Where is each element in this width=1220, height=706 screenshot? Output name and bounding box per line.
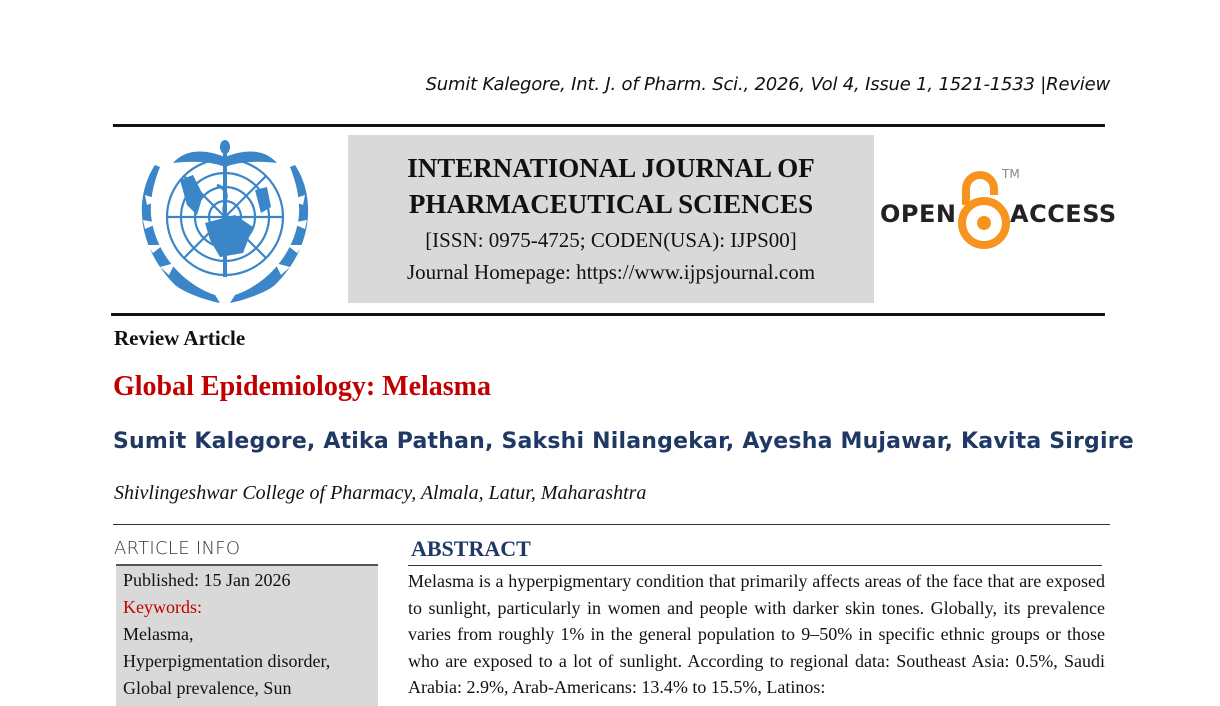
journal-name-line2: PHARMACEUTICAL SCIENCES [408,189,814,219]
open-access-logo [880,165,1117,255]
journal-emblem-icon [125,135,325,307]
article-type: Review Article [114,326,246,350]
keyword-item: Melasma, [123,624,194,644]
abstract-heading: ABSTRACT [411,536,531,561]
article-authors: Sumit Kalegore, Atika Pathan, Sakshi Nilangekar, Ayesha Mujawar, Kavita Sirgire [113,429,1134,454]
keyword-item: Hyperpigmentation disorder, [123,651,331,671]
open-access-open-text: OPEN [880,200,957,228]
running-header: Sumit Kalegore, Int. J. of Pharm. Sci., 2026, Vol 4, Issue 1, 1521-1533 |Review [425,74,1110,95]
trademark-mark: TM [1002,167,1020,181]
abstract-rule [408,565,1102,566]
open-access-access-text: ACCESS [1010,200,1117,228]
published-date: Published: 15 Jan 2026 [123,570,291,590]
section-divider [113,524,1110,525]
header-rule-top [113,124,1105,127]
abstract-text: Melasma is a hyperpigmentary condition that primarily affects areas of the face that are exposed to sunlight, particularly in women and people with darker skin tones. Globally, its prevalence varies from roughly 1% in the general population to 9–50% in specific ethnic groups or those who are exposed to a lot of sunlight. According to regional data: Southeast Asia: 0.5%, Saudi Arabia: 2.9%, Arab-Americans: 13.4% to 15.5%, Latinos: [408,571,1105,698]
journal-issn: [ISSN: 0975-4725; CODEN(USA): IJPS00] [425,228,797,252]
header-rule-bottom [111,313,1105,316]
journal-name-line1: INTERNATIONAL JOURNAL OF [407,153,815,183]
keywords-label: Keywords: [123,597,202,617]
article-title: Global Epidemiology: Melasma [113,371,491,402]
journal-banner [348,135,874,303]
article-info-heading: ARTICLE INFO [114,538,241,559]
keyword-item: Global prevalence, Sun [123,678,292,698]
abstract-body [408,568,1105,701]
article-info-box [116,564,378,706]
article-affiliation: Shivlingeshwar College of Pharmacy, Almala, Latur, Maharashtra [114,482,647,504]
journal-homepage-link[interactable]: Journal Homepage: https://www.ijpsjournal.com [406,260,816,284]
